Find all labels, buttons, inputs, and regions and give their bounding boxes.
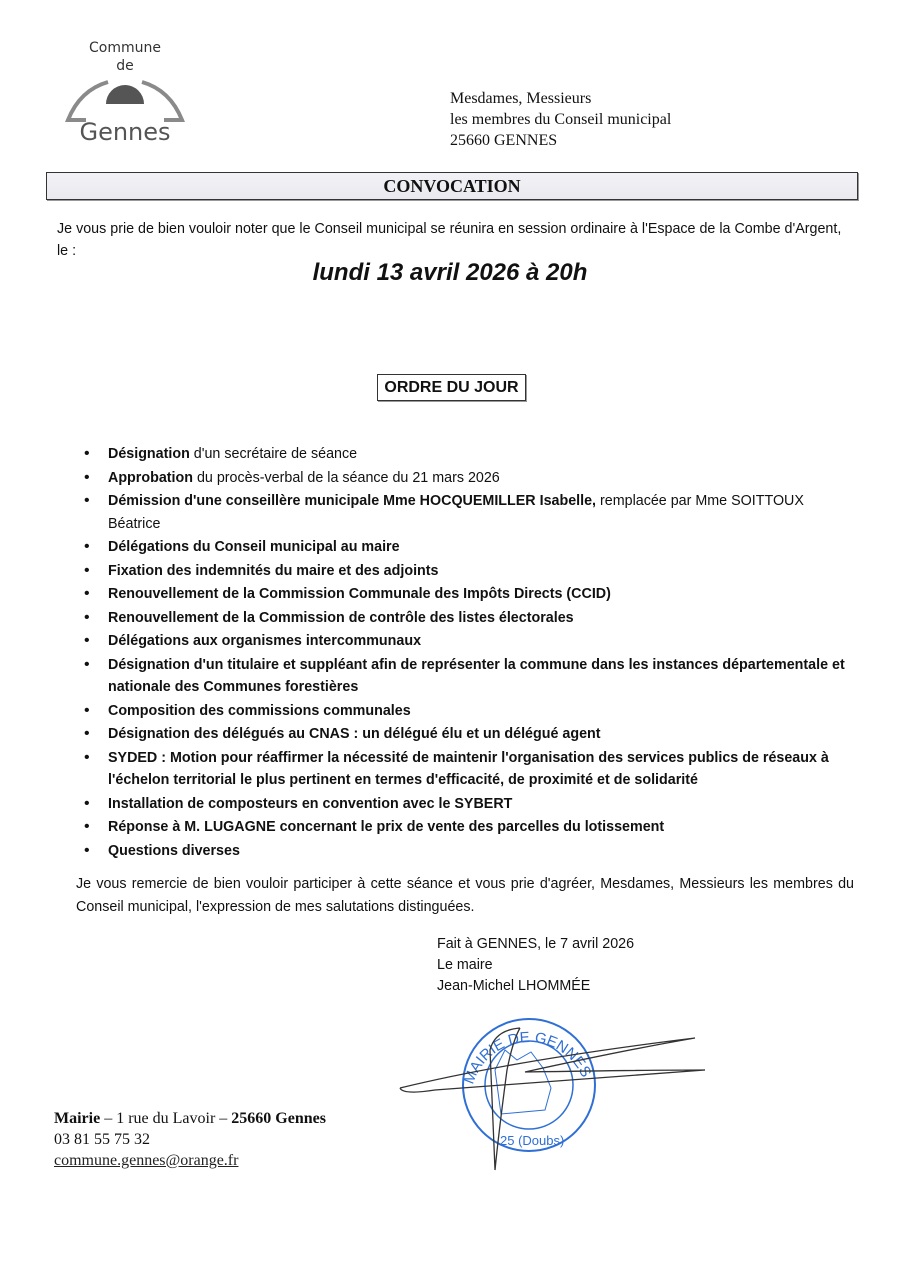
agenda-item bbox=[108, 723, 853, 746]
agenda-item-bold: Délégations du Conseil municipal au maire bbox=[108, 539, 400, 555]
recipient-line: les membres du Conseil municipal bbox=[450, 111, 672, 128]
agenda-item-bold: Désignation d'un titulaire et suppléant afin de représenter la commune dans les instances départementale et nationale des Communes forestières bbox=[108, 656, 845, 695]
footer-email-link[interactable]: commune.gennes@orange.fr bbox=[54, 1152, 239, 1169]
meeting-date: lundi 13 avril 2026 à 20h bbox=[312, 259, 588, 286]
agenda-item-bold: Délégations aux organismes intercommunaux bbox=[108, 633, 422, 649]
agenda-item bbox=[108, 747, 853, 792]
logo-line2: de bbox=[116, 58, 134, 74]
agenda-item-bold: SYDED : Motion pour réaffirmer la nécessité de maintenir l'organisation des services publics de réseaux à l'échelon territorial le plus pertinent en termes d'efficacité, de proximité et de solidarité bbox=[108, 749, 829, 788]
agenda-item-bold: Démission d'une conseillère municipale Mme HOCQUEMILLER Isabelle, bbox=[108, 493, 597, 509]
document-title: CONVOCATION bbox=[46, 172, 858, 200]
agenda-item-bold: Renouvellement de la Commission de contrôle des listes électorales bbox=[108, 609, 574, 626]
recipient-block bbox=[450, 88, 671, 151]
logo-name: Gennes bbox=[79, 118, 171, 146]
recipient-line: Mesdames, Messieurs bbox=[450, 90, 592, 107]
agenda-item bbox=[108, 607, 853, 630]
agenda-item bbox=[108, 490, 853, 535]
agenda-item-bold: Désignation bbox=[108, 446, 190, 462]
logo-line1: Commune bbox=[89, 40, 161, 56]
agenda-item-bold: Renouvellement de la Commission Communale des Impôts Directs (CCID) bbox=[108, 586, 611, 602]
address-street: – 1 rue du Lavoir – bbox=[100, 1110, 232, 1127]
stamp-text-top: MAIRIE DE GENNES bbox=[460, 1028, 595, 1087]
footer-contact bbox=[54, 1108, 326, 1171]
agenda-item-rest: du procès-verbal de la séance du 21 mars 2026 bbox=[192, 469, 500, 486]
agenda-item bbox=[108, 560, 853, 583]
agenda-item-bold: Questions diverses bbox=[108, 842, 240, 859]
footer-address bbox=[54, 1108, 326, 1129]
agenda-item bbox=[108, 840, 853, 863]
agenda-item bbox=[108, 654, 853, 699]
place-date: Fait à GENNES, le 7 avril 2026 bbox=[437, 936, 635, 952]
signature-block bbox=[437, 934, 634, 997]
mairie-stamp bbox=[395, 1010, 715, 1175]
intro-text: Je vous prie de bien vouloir noter que le Conseil municipal se réunira en session ordinaire à l'Espace de la Combe d'Argent, le : bbox=[57, 221, 842, 259]
footer-phone: 03 81 55 75 32 bbox=[54, 1131, 150, 1148]
agenda-item bbox=[108, 630, 853, 653]
recipient-line: 25660 GENNES bbox=[450, 132, 558, 149]
agenda-item-bold: Fixation des indemnités du maire et des adjoints bbox=[108, 562, 439, 579]
agenda-item-rest: d'un secrétaire de séance bbox=[189, 446, 358, 462]
agenda-title: ORDRE DU JOUR bbox=[377, 374, 526, 401]
mairie-label: Mairie bbox=[54, 1110, 101, 1127]
agenda-item-bold: Désignation des délégués au CNAS : un délégué élu et un délégué agent bbox=[108, 726, 601, 742]
stamp-text-bottom: 25 (Doubs) bbox=[500, 1133, 565, 1148]
signer-role: Le maire bbox=[437, 957, 493, 973]
agenda-item-rest: remplacée par Mme SOITTOUX Béatrice bbox=[108, 493, 804, 532]
agenda-item-bold: Approbation bbox=[108, 469, 193, 486]
agenda-item bbox=[108, 583, 853, 606]
signer-name: Jean-Michel LHOMMÉE bbox=[437, 978, 591, 994]
address-city: 25660 Gennes bbox=[231, 1110, 326, 1127]
agenda-item bbox=[108, 536, 853, 559]
commune-logo bbox=[60, 38, 190, 148]
agenda-item-bold: Réponse à M. LUGAGNE concernant le prix de vente des parcelles du lotissement bbox=[108, 819, 665, 835]
agenda-item bbox=[108, 700, 853, 723]
agenda-item bbox=[108, 467, 853, 490]
agenda-item-bold: Installation de composteurs en convention avec le SYBERT bbox=[108, 795, 513, 812]
agenda-item bbox=[108, 816, 853, 839]
agenda-item bbox=[108, 443, 853, 466]
closing-text: Je vous remercie de bien vouloir participer à cette séance et vous prie d'agréer, Mesdames, Messieurs les membres du Conseil municipal, l'expression de mes salutations distinguées. bbox=[76, 876, 854, 915]
agenda-list bbox=[108, 443, 853, 863]
agenda-item bbox=[108, 793, 853, 816]
agenda-item-bold: Composition des commissions communales bbox=[108, 702, 411, 719]
